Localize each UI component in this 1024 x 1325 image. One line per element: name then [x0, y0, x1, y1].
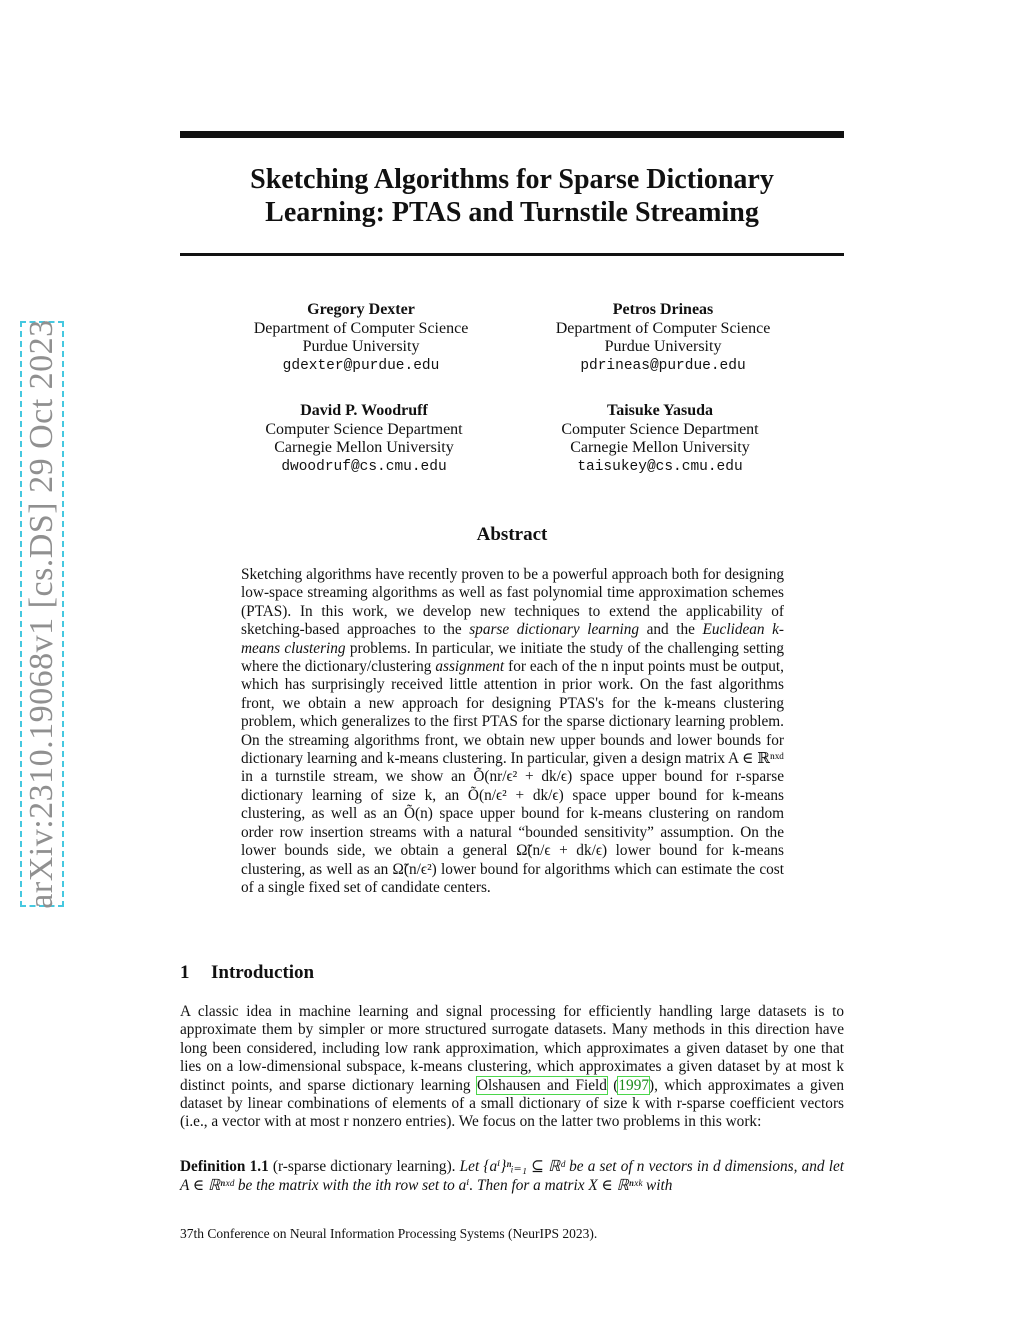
definition-block: [180, 1157, 844, 1195]
abstract-emphasis: Euclidean k-means clustering: [241, 621, 785, 657]
abstract-text: and the: [646, 621, 695, 639]
section-number: 1: [180, 962, 190, 983]
paper-title: [180, 163, 844, 229]
abstract-text: for each of the n input points must be output, which has surprisingly received little attention in prior work. On the fast algorithms front, we obtain a new approach for designing PTAS's for the k-means clustering problem, which generalizes to the first PTAS for the sparse dictionary learning problem. On the streaming algorithms front, we obtain new upper bounds and lower bounds for dictionary learning and k-means clustering. In particular, given a design matrix A ∈ ℝⁿˣᵈ in a turnstile stream, we show an Õ(nr/ϵ² + dk/ϵ) space upper bound for r-sparse dictionary learning of size k, an Õ(n/ϵ² + dk/ϵ) space upper bound for k-means clustering, as well as an Õ(n) space upper bound for k-means clustering on random order row insertion streams with a natural “bounded sensitivity” assumption. On the lower bounds side, we obtain a general Ω̃(n/ϵ + dk/ϵ) lower bound for k-means clustering, as well as an Ω̃(n/ϵ²) lower bound for algorithms which can estimate the cost of a single fixed set of candidate centers.: [241, 658, 785, 896]
intro-text: A classic idea in machine learning and signal processing for efficiently handling large datasets is to approximate them by simpler or more structured surrogate datasets. Many methods in this direction have long been considered, including low rank approximation, which approximates a given dataset by one that lies on a low-dimensional subspace, k-means clustering, which approximates a given dataset by at most k distinct points, and sparse dictionary learning: [180, 1003, 844, 1094]
section-heading: [180, 962, 314, 984]
section-title: Introduction: [211, 962, 315, 983]
abstract-emphasis: sparse dictionary learning: [469, 621, 640, 639]
author-name: Taisuke Yasuda: [607, 402, 713, 419]
author-department: Department of Computer Science: [555, 319, 771, 337]
citation-link[interactable]: Olshausen and Field: [476, 1076, 607, 1094]
author-email[interactable]: gdexter@purdue.edu: [282, 357, 440, 374]
title-top-rule: [180, 131, 844, 138]
abstract-emphasis: assignment: [435, 658, 505, 676]
author-university: Purdue University: [302, 338, 420, 355]
abstract-text: problems. In particular, we initiate the study of the challenging setting where the dictionary/clustering: [241, 639, 784, 676]
author-block: [513, 301, 813, 375]
author-block: [211, 301, 511, 375]
introduction-paragraph: A classic idea in machine learning and signal processing for efficiently handling large datasets is to approximate them by simpler or more structured surrogate datasets. Many methods in this direction have long been considered, including low rank approximation, which approximates a given dataset by one that lies on a low-dimensional subspace, k-means clustering, which approximates a given dataset by at most k distinct points, and sparse dictionary learning Olshausen and Field (1997), which approximates a given dataset by linear combinations of elements of a small dictionary of size k with r-sparse coefficient vectors (i.e., a vector with at most r nonzero entries). We focus on the latter two problems in this work:: [180, 1003, 844, 1131]
arxiv-identifier-stamp: [20, 321, 64, 907]
author-name: Petros Drineas: [612, 301, 714, 318]
author-department: Department of Computer Science: [253, 319, 469, 337]
author-university: Carnegie Mellon University: [274, 439, 454, 456]
arxiv-identifier-text: arXiv:2310.19068v1 [cs.DS] 29 Oct 2023: [23, 319, 60, 909]
definition-name: (r-sparse dictionary learning).: [272, 1158, 456, 1175]
abstract-text: Sketching algorithms have recently proven to be a powerful approach both for designing low-space streaming algorithms as well as fast polynomial time approximation schemes (PTAS). In this work, we develop new techniques to extend the applicability of sketching-based approaches to the: [241, 566, 784, 639]
author-email[interactable]: pdrineas@purdue.edu: [580, 357, 746, 374]
abstract-body: [241, 566, 784, 897]
author-university: Carnegie Mellon University: [570, 439, 750, 456]
author-email[interactable]: dwoodruf@cs.cmu.edu: [281, 458, 447, 475]
author-name: Gregory Dexter: [307, 301, 415, 318]
author-block: [214, 402, 514, 476]
abstract-heading: Abstract: [476, 524, 548, 545]
definition-label: Definition 1.1: [180, 1158, 269, 1175]
title-line-1: Sketching Algorithms for Sparse Dictionary: [250, 164, 774, 195]
author-department: Computer Science Department: [265, 420, 463, 438]
citation-year-link[interactable]: 1997: [618, 1076, 649, 1094]
title-line-2: Learning: PTAS and Turnstile Streaming: [265, 197, 759, 228]
author-name: David P. Woodruff: [300, 402, 428, 419]
author-university: Purdue University: [604, 338, 722, 355]
author-block: [510, 402, 810, 476]
conference-footnote: 37th Conference on Neural Information Processing Systems (NeurIPS 2023).: [180, 1226, 598, 1241]
definition-statement: Let {aⁱ}ⁿᵢ₌₁ ⊆ ℝᵈ be a set of n vectors in d dimensions, and let A ∈ ℝⁿˣᵈ be the matrix with the ith row set to aⁱ. Then for a matrix X ∈ ℝⁿˣᵏ with: [180, 1158, 845, 1194]
intro-text: which approximates a given dataset by linear combinations of elements of a small dictionary of size k with r-sparse coefficient vectors (i.e., a vector with at most r nonzero entries). We focus on the latter two problems in this work:: [180, 1076, 844, 1131]
author-email[interactable]: taisukey@cs.cmu.edu: [577, 458, 743, 475]
author-department: Computer Science Department: [561, 420, 759, 438]
title-bottom-rule: [180, 253, 844, 256]
